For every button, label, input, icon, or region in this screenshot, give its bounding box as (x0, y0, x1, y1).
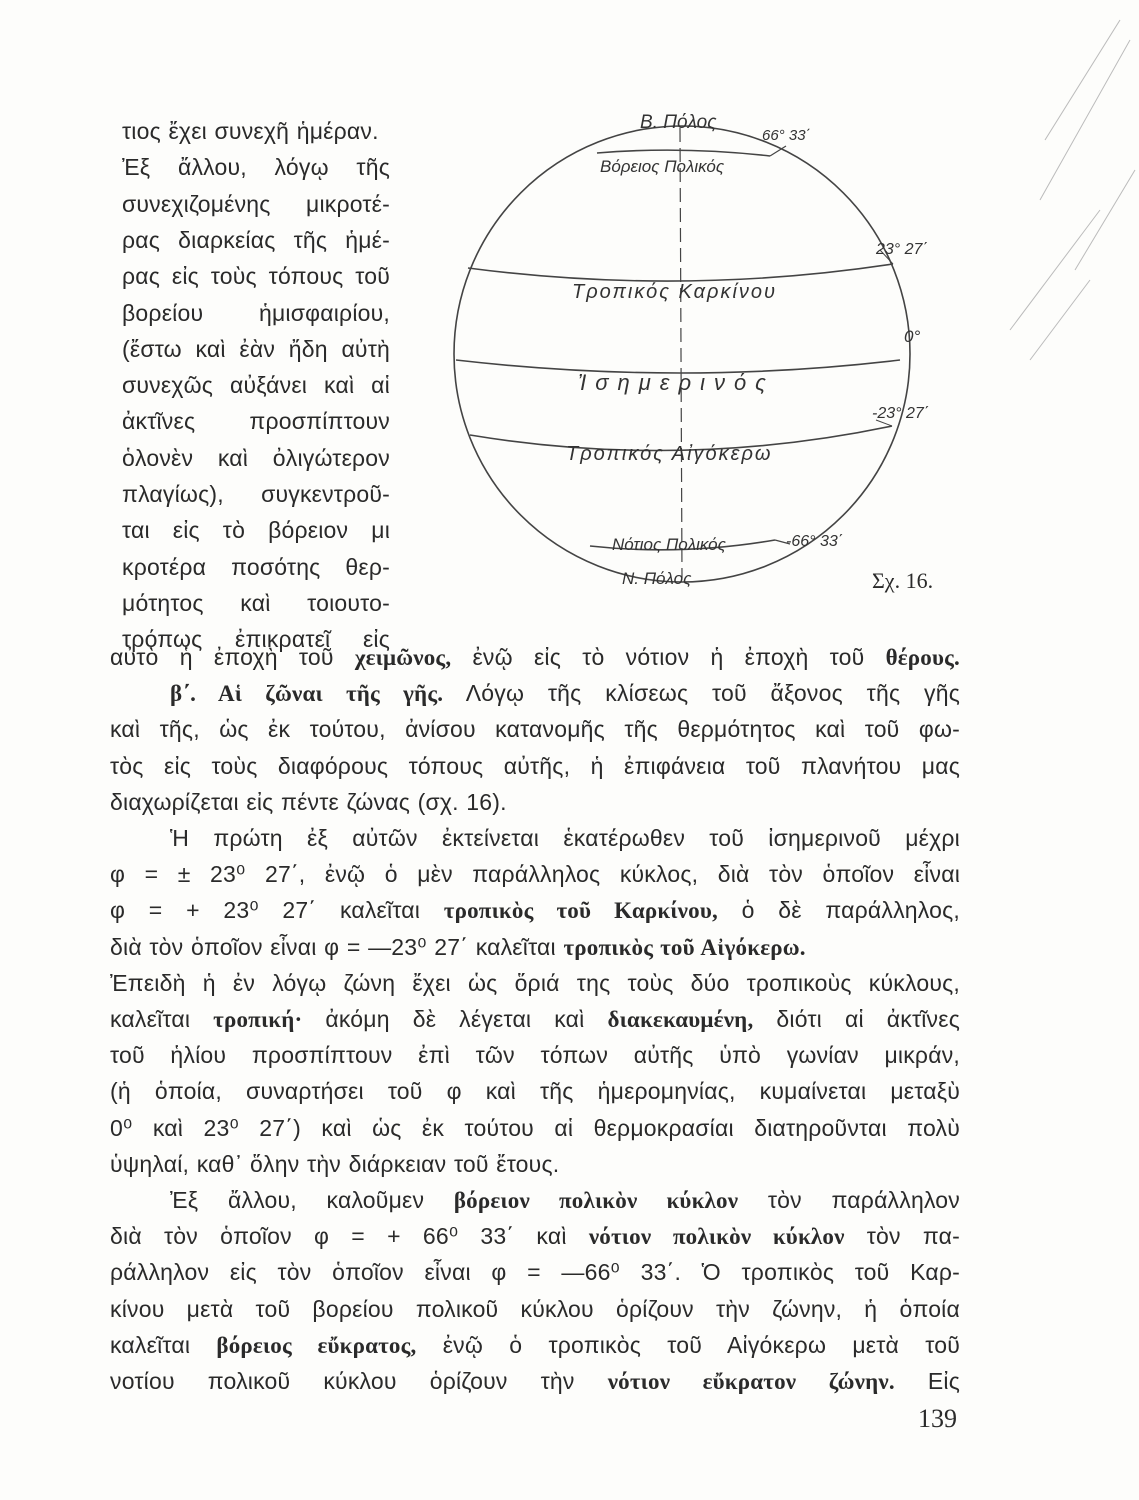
text-run: φ = ± 23⁰ 27΄, ἐνῷ ὁ μὲν παράλληλος κύκλος, διὰ τὸν ὁποῖον εἶναι (110, 861, 960, 888)
text-line (110, 823, 960, 853)
narrow-text-line: ρας διαρκείας τῆς ἡμέ- (122, 226, 390, 253)
text-line (110, 1076, 960, 1106)
earth-axis (680, 128, 682, 578)
text-line (110, 787, 960, 817)
lat-66n-label: 66° 33΄ (762, 127, 811, 144)
text-run: Λόγῳ τῆς κλίσεως τοῦ ἄξονος τῆς γῆς (443, 680, 960, 707)
arctic-circle-label: Βόρειος Πολικός (600, 157, 725, 176)
bold-term: χειμῶνος, (354, 645, 452, 670)
text-run: καλεῖται (110, 1006, 214, 1032)
text-line (110, 1149, 960, 1179)
narrow-text-line: ρας εἰς τοὺς τόπους τοῦ (122, 263, 390, 290)
lat-66s-label: -66° 33΄ (786, 533, 844, 550)
text-line (110, 642, 960, 673)
text-line (110, 1330, 960, 1361)
text-line (110, 1113, 960, 1143)
text-run: (ἡ ὁποία, συναρτήσει τοῦ φ καὶ τῆς ἡμερομηνίας, κυμαίνεται μεταξὺ (110, 1078, 960, 1105)
text-run: διότι αἱ ἀκτῖνες (753, 1006, 960, 1032)
bold-term: βόρειος εὔκρατος, (216, 1332, 417, 1358)
narrow-text-line: πλαγίως), συγκεντροῦ- (122, 481, 390, 507)
text-line (110, 859, 960, 889)
text-line (110, 1294, 960, 1324)
lat-23s-label: -23° 27΄ (872, 405, 930, 422)
text-run: διὰ τὸν ὁποῖον εἶναι φ = —23⁰ 27΄ καλεῖται (110, 933, 564, 960)
narrow-text-line: συνεχιζομένης μικροτέ- (122, 190, 390, 217)
south-pole-label: Ν. Πόλος (622, 569, 692, 588)
text-run: τοῦ ἡλίου προσπίπτουν ἐπὶ τῶν τόπων αὐτῆς ὑπὸ γωνίαν μικράν, (110, 1042, 960, 1069)
text-run: ἐνῷ εἰς τὸ νότιον ἡ ἐποχὴ τοῦ (451, 644, 886, 670)
bold-term: β΄. Αἱ ζῶναι τῆς γῆς. (170, 681, 444, 707)
text-run: Εἰς (894, 1368, 960, 1394)
text-run: διαχωρίζεται εἰς πέντε ζώνας (σχ. 16). (110, 788, 507, 815)
text-run: ράλληλον εἰς τὸν ὁποῖον εἶναι φ = —66⁰ 33΄. Ὁ τροπικὸς τοῦ Καρ- (110, 1259, 960, 1286)
narrow-text-line: τιος ἔχει συνεχῆ ἡμέραν. (122, 118, 379, 144)
page-number: 139 (918, 1404, 957, 1433)
cancer-label: Τροπικός Καρκίνου (572, 281, 778, 303)
antarctic-circle-label: Νότιος Πολικός (612, 535, 726, 554)
bold-term: νότιον εὔκρατον ζώνην. (607, 1369, 895, 1394)
narrow-text-line: κροτέρα ποσότης θερ- (122, 553, 390, 580)
bold-term: βόρειον πολικὸν κύκλον (453, 1188, 739, 1213)
narrow-text-line: (ἔστω καὶ ἐὰν ἤδη αὐτὴ (122, 335, 390, 362)
equator-label: Ἰσημερινός (578, 370, 775, 395)
text-line (110, 1257, 960, 1287)
text-line (110, 895, 960, 926)
text-line (110, 1004, 960, 1035)
narrow-text-line: μότητος καὶ τοιουτο- (122, 589, 390, 616)
text-run: ἀκόμη δὲ λέγεται καὶ (302, 1006, 608, 1032)
narrow-text-line: τρόπως ἐπικρατεῖ εἰς (122, 626, 390, 653)
text-run: ὁ δὲ παράλληλος, (717, 897, 961, 924)
bold-term: θέρους. (885, 645, 960, 670)
bold-term: νότιον πολικὸν κύκλον (588, 1224, 845, 1250)
text-line (110, 1040, 960, 1070)
narrow-text-line: ὁλονὲν καὶ ὀλιγώτερον (122, 444, 390, 471)
text-run: τὸς εἰς τοὺς διαφόρους τόπους αὐτῆς, ἡ ἐπιφάνεια τοῦ πλανήτου μας (110, 752, 960, 779)
lat-0-label: 0° (904, 327, 921, 346)
text-line (110, 1185, 960, 1216)
text-line (110, 714, 960, 744)
text-run: καλεῖται (110, 1331, 217, 1358)
text-line (110, 678, 960, 709)
north-pole-label: Β. Πόλος (640, 112, 717, 133)
text-run: φ = + 23⁰ 27΄ καλεῖται (110, 897, 444, 924)
text-run: τὸν πα- (844, 1223, 960, 1250)
earth-zones-figure (0, 0, 1139, 660)
text-line (110, 1366, 960, 1397)
text-run: τὸν παράλληλον (738, 1187, 960, 1213)
text-run: ἐνῷ ὁ τροπικὸς τοῦ Αἰγόκερω μετὰ τοῦ (416, 1331, 960, 1358)
narrow-text-line: ἀκτῖνες προσπίπτουν (122, 408, 390, 435)
text-run: διὰ τὸν ὁποῖον φ = + 66⁰ 33΄ καὶ (110, 1223, 589, 1250)
text-run: καὶ τῆς, ὡς ἐκ τούτου, ἀνίσου κατανομῆς τῆς θερμότητος καὶ τοῦ φω- (110, 716, 960, 743)
bold-term: διακεκαυμένη, (607, 1007, 754, 1032)
bold-term: τροπική· (213, 1007, 303, 1032)
bold-term: τροπικὸς τοῦ Καρκίνου, (443, 898, 718, 924)
narrow-text-line: βορείου ἡμισφαιρίου, (122, 299, 390, 326)
narrow-text-line: συνεχῶς αὐξάνει καὶ αἱ (122, 372, 390, 399)
text-line (110, 1221, 960, 1252)
text-run: Ἡ πρώτη ἐξ αὐτῶν ἐκτείνεται ἑκατέρωθεν τοῦ ἰσημερινοῦ μέχρι (170, 825, 960, 851)
text-line (110, 932, 960, 963)
text-run: κίνου μετὰ τοῦ βορείου πολικοῦ κύκλου ὁρίζουν τὴν ζώνην, ἡ ὁποία (110, 1295, 960, 1322)
text-run: Ἐπειδὴ ἡ ἐν λόγῳ ζώνη ἔχει ὡς ὅριά της τοὺς δύο τροπικοὺς κύκλους, (110, 969, 960, 996)
narrow-text-line: ται εἰς τὸ βόρειον μι (122, 517, 390, 544)
text-run: Ἐξ ἄλλου, καλοῦμεν (170, 1187, 454, 1213)
text-line (110, 751, 960, 781)
lat-23n-label: 23° 27΄ (876, 241, 928, 258)
bold-term: τροπικὸς τοῦ Αἰγόκερω. (563, 934, 806, 960)
text-line (110, 968, 960, 998)
text-run: νοτίου πολικοῦ κύκλου ὁρίζουν τὴν (110, 1368, 608, 1394)
text-run: αὐτὸ ἡ ἐποχὴ τοῦ (110, 644, 355, 670)
capricorn-label: Τροπικός Αἰγόκερω (566, 443, 773, 465)
narrow-text-line: Ἐξ ἄλλου, λόγῳ τῆς (122, 154, 390, 181)
arctic-circle-line (597, 150, 770, 156)
text-run: 0⁰ καὶ 23⁰ 27΄) καὶ ὡς ἐκ τούτου αἱ θερμοκρασίαι διατηροῦνται πολὺ (110, 1114, 960, 1141)
figure-caption: Σχ. 16. (872, 568, 934, 593)
text-run: ὑψηλαί, καθ᾿ ὅλην τὴν διάρκειαν τοῦ ἔτους. (110, 1150, 560, 1177)
